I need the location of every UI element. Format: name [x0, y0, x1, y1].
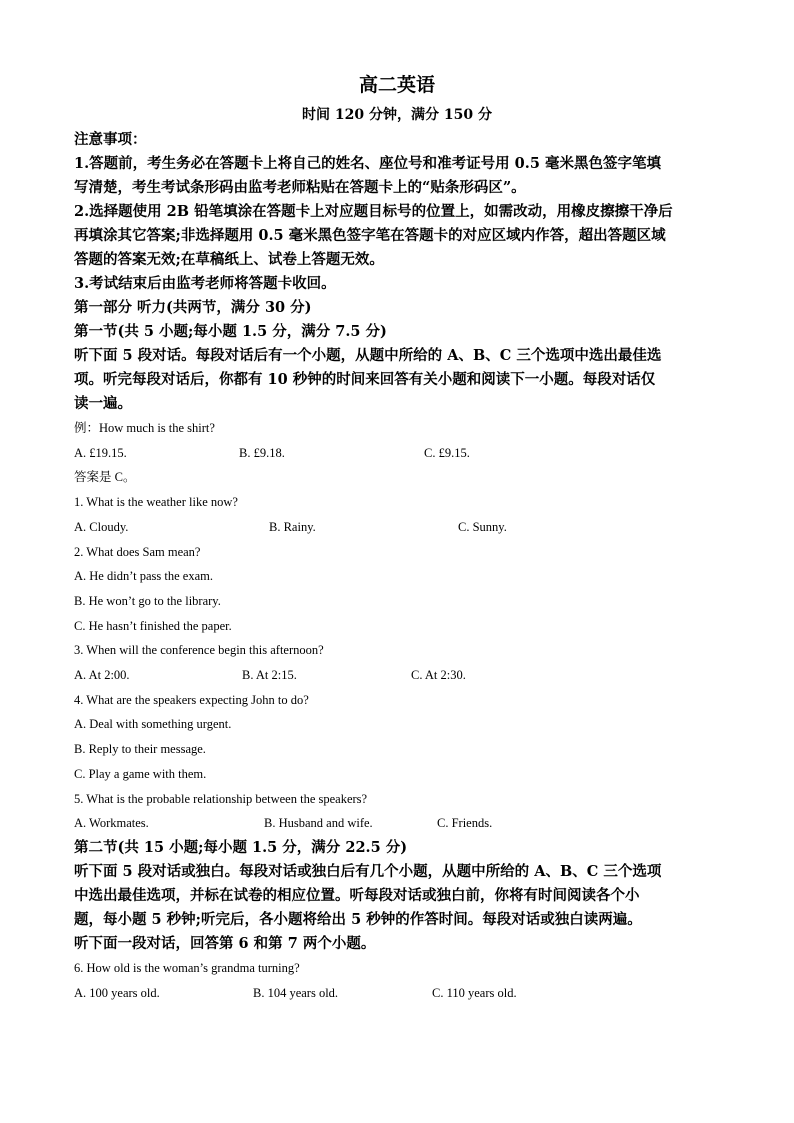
q4-option-a: A. Deal with something urgent.	[74, 717, 232, 732]
q5-option-a: A. Workmates.	[74, 816, 149, 831]
section1-instruction-line-2: 项。听完每段对话后，你都有 10 秒钟的时间来回答有关小题和阅读下一小题。每段对话仅	[74, 371, 656, 388]
section1-instruction-line-1: 听下面 5 段对话。每段对话后有一个小题，从题中所给的 A、B、C 三个选项中选出最佳选	[74, 347, 662, 364]
notes-heading: 注意事项：	[74, 131, 147, 148]
note-2-line-1: 2.选择题使用 2B 铅笔填涂在答题卡上对应题目标号的位置上，如需改动，用橡皮擦擦干净后	[74, 203, 673, 220]
question-3: 3. When will the conference begin this afternoon?	[74, 643, 324, 658]
question-1: 1. What is the weather like now?	[74, 495, 238, 510]
example-option-b: B. £9.18.	[239, 445, 285, 460]
q6-option-b: B. 104 years old.	[253, 985, 339, 1000]
q3-option-c: C. At 2:30.	[411, 668, 466, 683]
section1-heading: 第一节(共 5 小题;每小题 1.5 分，满分 7.5 分)	[74, 323, 387, 340]
note-3: 3.考试结束后由监考老师将答题卡收回。	[74, 275, 336, 292]
exam-content	[74, 128, 734, 1005]
q2-option-c: C. He hasn’t finished the paper.	[74, 618, 232, 633]
question-2: 2. What does Sam mean?	[74, 544, 201, 559]
question-6-options	[74, 981, 734, 1006]
note-2-line-3: 答题的答案无效;在草稿纸上、试卷上答题无效。	[74, 251, 384, 268]
section2-instruction-line-1: 听下面 5 段对话或独白。每段对话或独白后有几个小题，从题中所给的 A、B、C 三个选项	[74, 862, 662, 880]
page-subtitle: 时间 120 分钟，满分 150 分	[302, 107, 492, 123]
question-5: 5. What is the probable relationship between the speakers?	[74, 791, 368, 806]
section2-instruction-line-3: 题，每小题 5 秒钟;听完后，各小题将给出 5 秒钟的作答时间。每段对话或独白读两遍。	[74, 910, 642, 928]
section2-instruction-line-2: 中选出最佳选项，并标在试卷的相应位置。听每段对话或独白前，你将有时间阅读各个小	[74, 886, 640, 904]
q3-option-b: B. At 2:15.	[242, 668, 297, 683]
question-3-options	[74, 663, 734, 688]
q1-option-b: B. Rainy.	[269, 519, 316, 534]
example-option-a: A. £19.15.	[74, 445, 127, 460]
example-option-c: C. £9.15.	[424, 445, 470, 460]
question-5-options	[74, 811, 734, 836]
section2-sub-instruction: 听下面一段对话，回答第 6 和第 7 两个小题。	[74, 934, 376, 952]
example-options	[74, 441, 734, 466]
question-1-options	[74, 515, 734, 540]
q5-option-c: C. Friends.	[437, 816, 493, 831]
q1-option-c: C. Sunny.	[458, 519, 507, 534]
q2-option-b: B. He won’t go to the library.	[74, 593, 221, 608]
q3-option-a: A. At 2:00.	[74, 668, 130, 683]
example-answer: 答案是 C。	[74, 470, 136, 485]
q6-option-c: C. 110 years old.	[432, 985, 517, 1000]
page-title: 高二英语	[358, 74, 435, 96]
note-1-line-2: 写清楚，考生考试条形码由监考老师粘贴在答题卡上的“贴条形码区”。	[74, 179, 526, 196]
section2-heading: 第二节(共 15 小题;每小题 1.5 分，满分 22.5 分)	[74, 838, 408, 856]
q6-option-a: A. 100 years old.	[74, 985, 160, 1000]
q4-option-b: B. Reply to their message.	[74, 742, 206, 757]
q2-option-a: A. He didn’t pass the exam.	[74, 569, 213, 584]
note-1-line-1: 1.答题前，考生务必在答题卡上将自己的姓名、座位号和准考证号用 0.5 毫米黑色签字笔填	[74, 155, 661, 172]
section1-instruction-line-3: 读一遍。	[74, 395, 132, 412]
q5-option-b: B. Husband and wife.	[264, 816, 373, 831]
question-4: 4. What are the speakers expecting John to do?	[74, 692, 309, 707]
question-6: 6. How old is the woman’s grandma turning?	[74, 960, 300, 975]
q4-option-c: C. Play a game with them.	[74, 766, 207, 781]
part1-heading: 第一部分 听力(共两节，满分 30 分)	[74, 299, 312, 316]
q1-option-a: A. Cloudy.	[74, 519, 129, 534]
example-question: 例：How much is the shirt?	[74, 421, 215, 435]
note-2-line-2: 再填涂其它答案;非选择题用 0.5 毫米黑色签字笔在答题卡的对应区域内作答，超出答题区域	[74, 227, 666, 244]
